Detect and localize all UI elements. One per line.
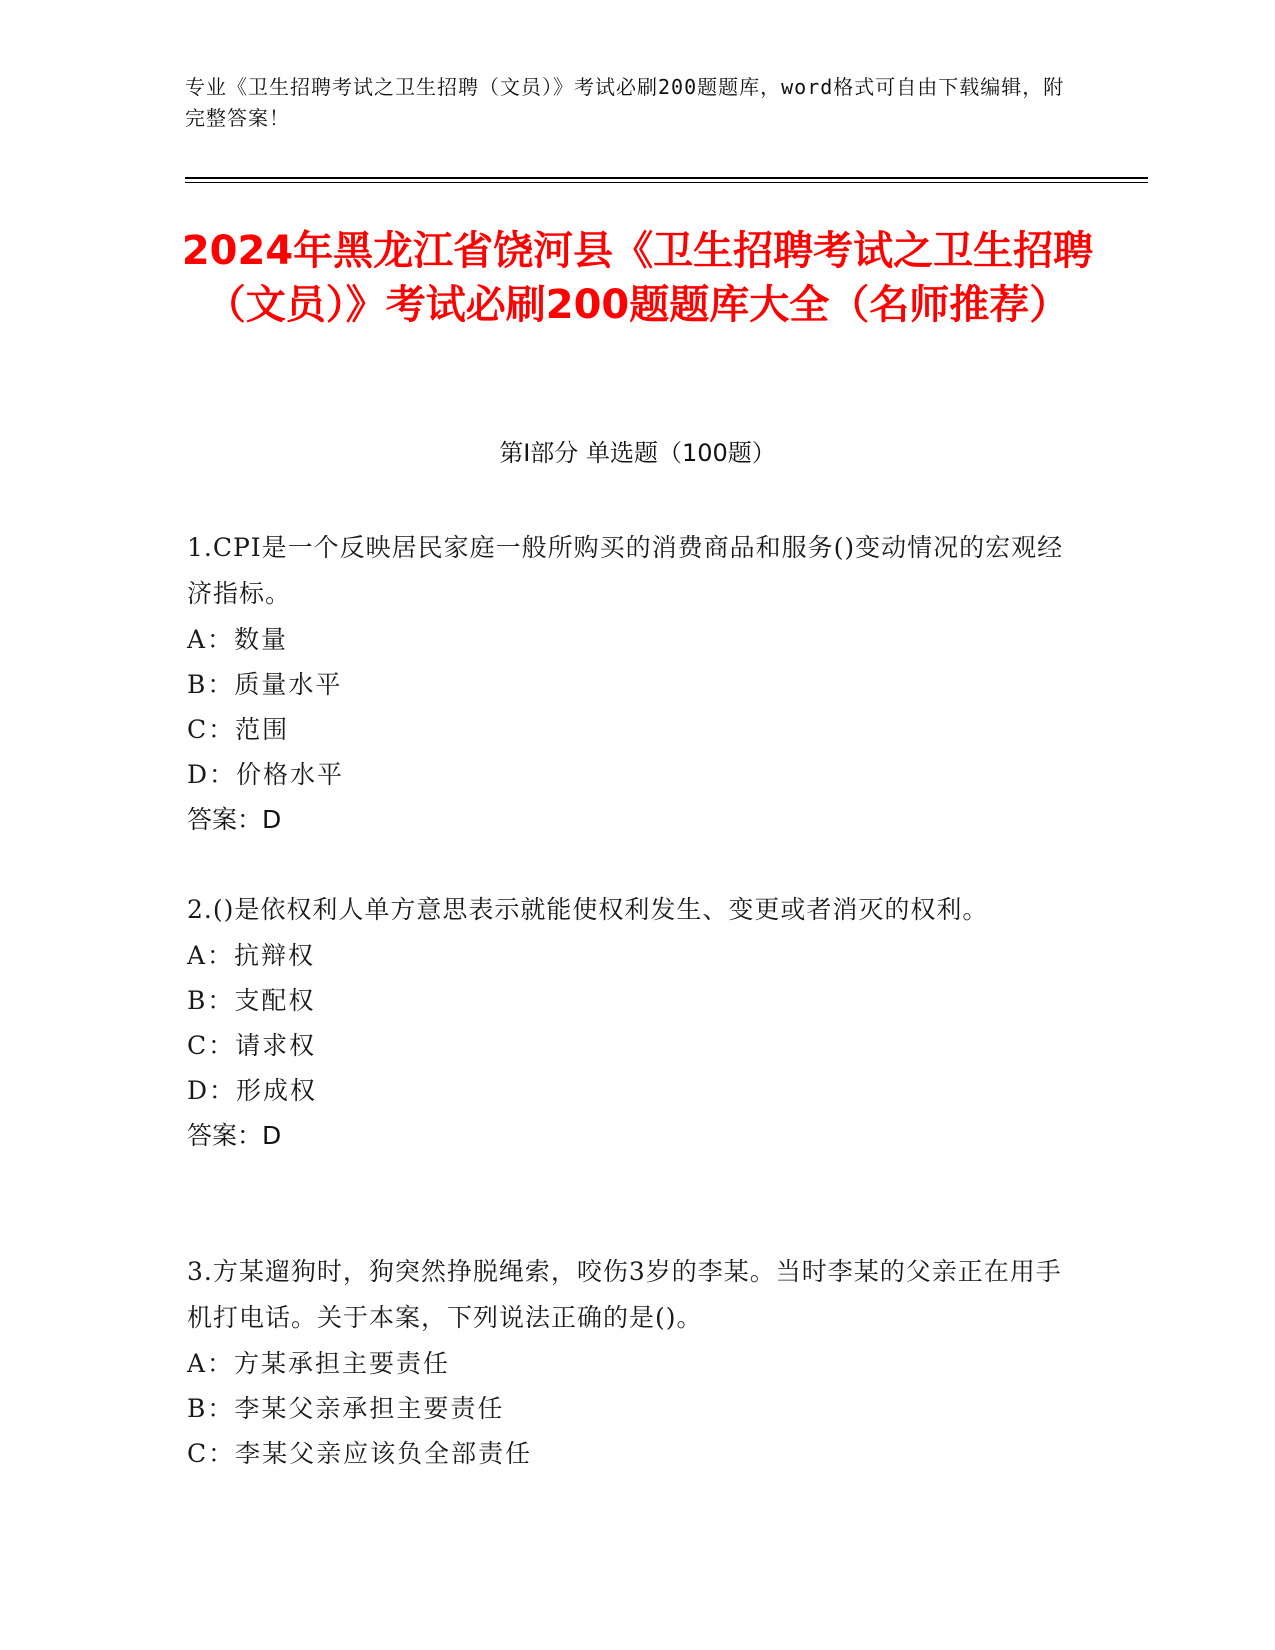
- option-d: D：形成权: [187, 1076, 318, 1105]
- question-3: [187, 1249, 1067, 1476]
- option-b: B：李某父亲承担主要责任: [187, 1394, 505, 1423]
- question-1: [187, 525, 1067, 842]
- question-stem: 3.方某遛狗时，狗突然挣脱绳索，咬伤3岁的李某。当时李某的父亲正在用手机打电话。关于本案，下列说法正确的是()。: [187, 1257, 1062, 1332]
- section-heading: 第Ⅰ部分 单选题（100题）: [499, 439, 776, 467]
- header-divider-thick: [185, 177, 1148, 179]
- question-stem: 1.CPI是一个反映居民家庭一般所购买的消费商品和服务()变动情况的宏观经济指标。: [187, 533, 1064, 608]
- option-a: A：抗辩权: [187, 941, 316, 970]
- question-2: [187, 887, 1067, 1158]
- option-c: C：请求权: [187, 1031, 317, 1060]
- header-note: 专业《卫生招聘考试之卫生招聘（文员）》考试必刷200题题库，word格式可自由下载编辑，附完整答案！: [185, 75, 1065, 130]
- option-b: B：支配权: [187, 986, 316, 1015]
- answer: 答案：D: [187, 1121, 282, 1150]
- option-d: D：价格水平: [187, 760, 345, 789]
- option-a: A：数量: [187, 625, 289, 654]
- header-divider-thin: [185, 182, 1148, 183]
- option-a: A：方某承担主要责任: [187, 1349, 451, 1378]
- document-title: 2024年黑龙江省饶河县《卫生招聘考试之卫生招聘（文员）》考试必刷200题题库大全（名师推荐）: [181, 228, 1094, 328]
- option-b: B：质量水平: [187, 670, 343, 699]
- option-c: C：范围: [187, 715, 290, 744]
- answer: 答案：D: [187, 805, 282, 834]
- option-c: C：李某父亲应该负全部责任: [187, 1439, 533, 1468]
- question-stem: 2.()是依权利人单方意思表示就能使权利发生、变更或者消灭的权利。: [187, 895, 989, 924]
